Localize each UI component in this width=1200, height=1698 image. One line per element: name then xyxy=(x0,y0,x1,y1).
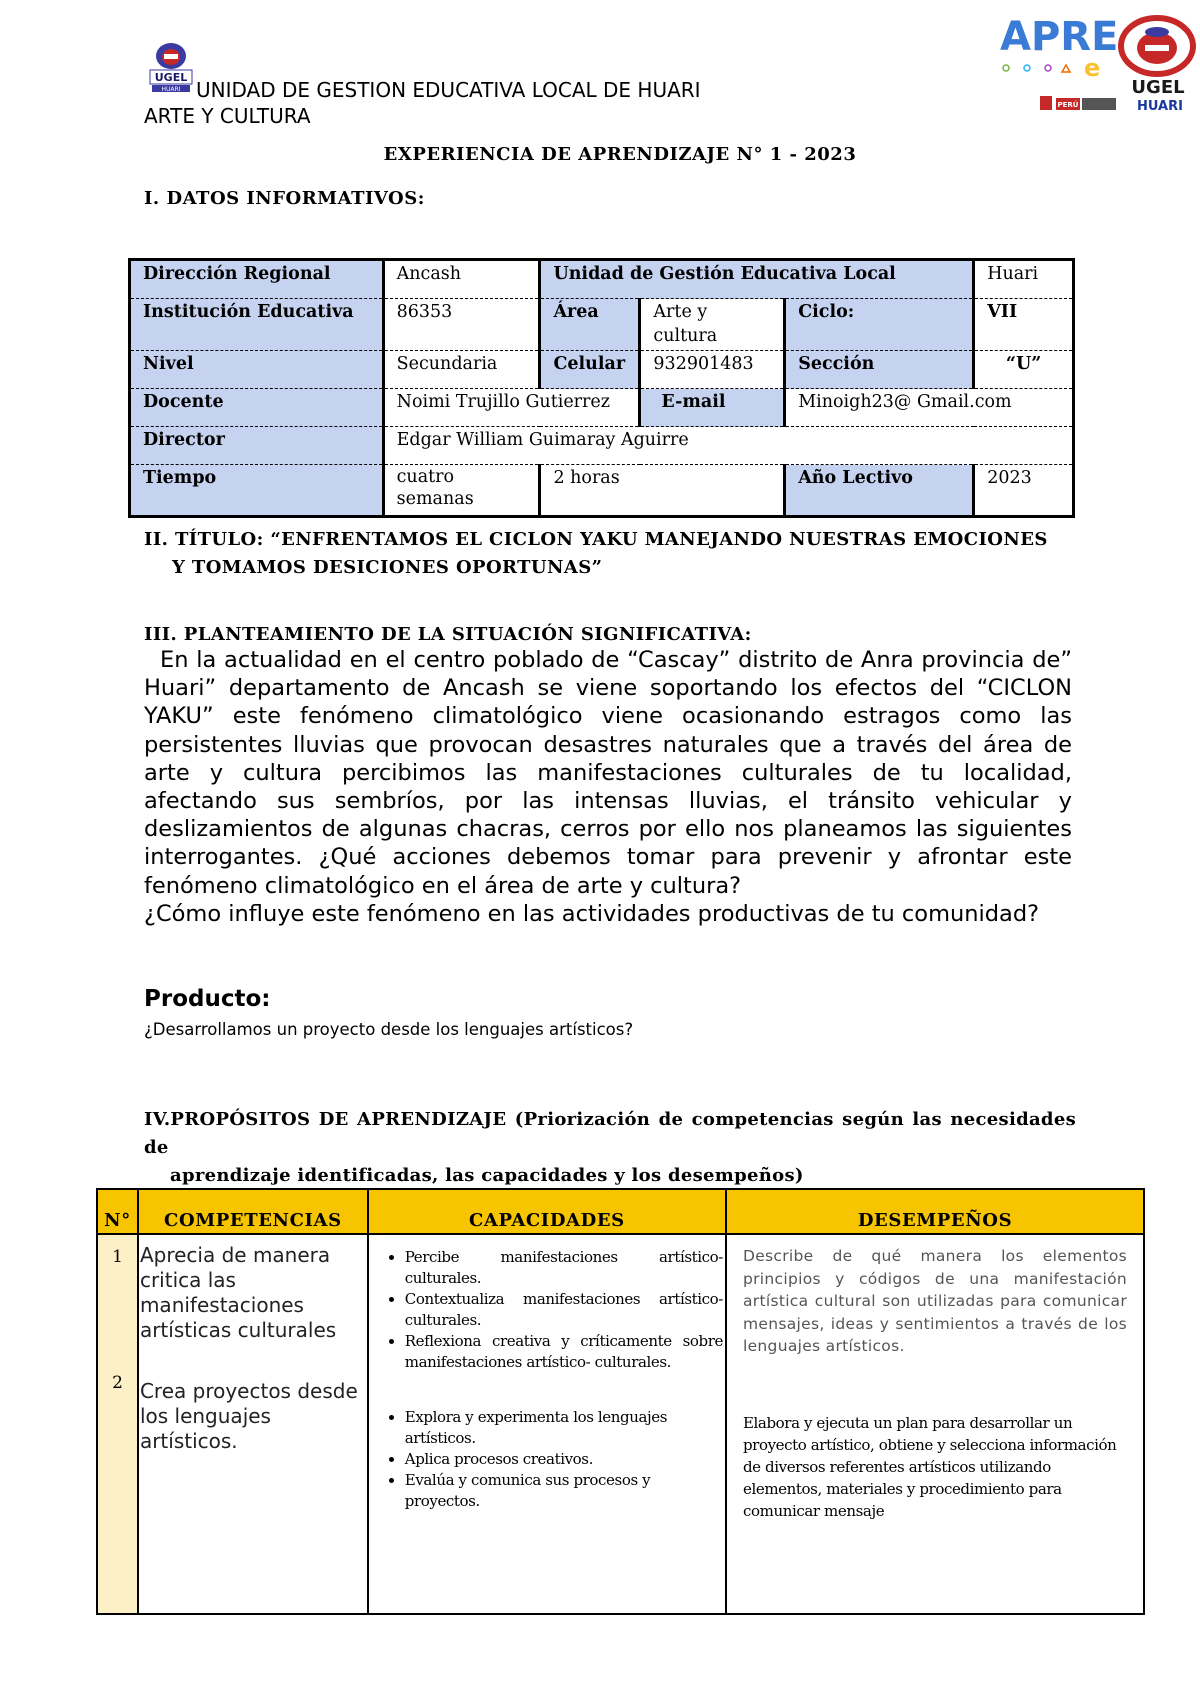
direccion-label: Dirección Regional xyxy=(130,260,384,299)
situacion-significativa xyxy=(144,646,1072,928)
docente-value: Noimi Trujillo Gutierrez xyxy=(383,389,640,427)
info-row-institucion xyxy=(130,299,1074,351)
ugel-value: Huari xyxy=(974,260,1074,299)
svg-text:e: e xyxy=(1084,54,1101,82)
desempeno-2: Elabora y ejecuta un plan para desarrollar un proyecto artístico, obtiene y selecciona información de diversos referentes artísticos utilizando elementos, materiales y procedimiento para comunicar mensaje xyxy=(742,1413,1117,1520)
competencias-cell xyxy=(138,1234,368,1614)
info-row-direccion xyxy=(130,260,1074,299)
desempenos-cell xyxy=(726,1234,1144,1614)
capacidades-cell xyxy=(368,1234,726,1614)
competencias-table xyxy=(96,1188,1145,1615)
num-cell xyxy=(97,1234,138,1614)
header-desempenos: DESEMPEÑOS xyxy=(726,1189,1144,1234)
capacidad-item: • Aplica procesos creativos. xyxy=(405,1449,723,1470)
svg-text:PERÚ: PERÚ xyxy=(1057,101,1079,109)
title-line-2: Y TOMAMOS DESICIONES OPORTUNAS” xyxy=(172,557,603,578)
situacion-paragraph-2: ¿Cómo influye este fenómeno en las actividades productivas de tu comunidad? xyxy=(144,900,1040,927)
anio-label: Año Lectivo xyxy=(785,465,974,517)
info-row-docente xyxy=(130,389,1074,427)
info-row-nivel xyxy=(130,351,1074,389)
capacidad-item: • Percibe manifestaciones artístico-culturales. xyxy=(405,1247,723,1289)
capacidades-list-1 xyxy=(371,1247,723,1373)
area-value: Arte y cultura xyxy=(640,299,785,351)
aprende-ugel-logo xyxy=(1000,8,1200,118)
capacidad-item: • Reflexiona creativa y críticamente sobre manifestaciones artístico- culturales. xyxy=(405,1331,723,1373)
email-label: E-mail xyxy=(640,389,785,427)
producto-label: Producto: xyxy=(144,986,271,1012)
svg-text:HUARI: HUARI xyxy=(161,86,181,93)
email-value: Minoigh23@ Gmail.com xyxy=(785,389,1074,427)
director-value: Edgar William Guimaray Aguirre xyxy=(383,427,1073,465)
nivel-value: Secundaria xyxy=(383,351,540,389)
header-organization: UNIDAD DE GESTION EDUCATIVA LOCAL DE HUARI xyxy=(196,78,701,102)
direccion-value: Ancash xyxy=(383,260,540,299)
capacidad-item: • Evalúa y comunica sus procesos y proyectos. xyxy=(405,1470,723,1512)
horas-value: 2 horas xyxy=(540,465,785,517)
svg-text:APRE: APRE xyxy=(1000,14,1119,60)
ie-label: Institución Educativa xyxy=(130,299,384,351)
info-table xyxy=(128,258,1075,518)
desempeno-1: Describe de qué manera los elementos principios y códigos de una manifestación artística cultural son utilizadas para comunicar mensajes, ideas y sentimientos a través de los lenguajes artísticos. xyxy=(742,1247,1127,1355)
section-4-line-1: IV.PROPÓSITOS DE APRENDIZAJE (Priorización de competencias según las necesidades de xyxy=(144,1109,1076,1158)
section-4-title xyxy=(144,1106,1076,1190)
docente-label: Docente xyxy=(130,389,384,427)
svg-text:UGEL: UGEL xyxy=(154,71,188,84)
ugel-label: Unidad de Gestión Educativa Local xyxy=(540,260,974,299)
header-num: N° xyxy=(97,1189,138,1234)
nivel-label: Nivel xyxy=(130,351,384,389)
anio-value: 2023 xyxy=(974,465,1074,517)
header-capacidades: CAPACIDADES xyxy=(368,1189,726,1234)
director-label: Director xyxy=(130,427,384,465)
seccion-label: Sección xyxy=(785,351,974,389)
capacidad-item: • Explora y experimenta los lenguajes artísticos. xyxy=(405,1407,723,1449)
celular-label: Celular xyxy=(540,351,640,389)
capacidades-list-2 xyxy=(371,1407,723,1512)
ie-value: 86353 xyxy=(383,299,540,351)
info-row-director xyxy=(130,427,1074,465)
celular-value: 932901483 xyxy=(640,351,785,389)
situacion-paragraph-1: En la actualidad en el centro poblado de “Cascay” distrito de Anra provincia de” Huari” departamento de Ancash se viene soportando los efectos del “CICLON YAKU” este fenómeno climatológico viene ocasionando estragos como las persistentes lluvias que provocan desastres naturales que a través del área de arte y cultura percibimos las manifestaciones culturales de tu localidad, afectando sus sembríos, por las intensas lluvias, el tránsito vehicular y deslizamientos de algunas chacras, cerros por ello nos planeamos las siguientes interrogantes. ¿Qué acciones debemos tomar para prevenir y afrontar este fenómeno climatológico en el área de arte y cultura? xyxy=(144,647,1072,899)
title-line-1: II. TÍTULO: “ENFRENTAMOS EL CICLON YAKU MANEJANDO NUESTRAS EMOCIONES xyxy=(144,529,1048,550)
section-1-title: I. DATOS INFORMATIVOS: xyxy=(144,188,425,209)
ciclo-value: VII xyxy=(974,299,1074,351)
competencia-1: Aprecia de manera critica las manifestaciones artísticas culturales xyxy=(139,1243,337,1342)
tiempo-value: cuatro semanas xyxy=(383,465,540,517)
producto-question: ¿Desarrollamos un proyecto desde los lenguajes artísticos? xyxy=(144,1020,634,1039)
ugel-huari-logo-left xyxy=(146,40,196,98)
row-2-num: 2 xyxy=(112,1373,123,1393)
svg-text:HUARI: HUARI xyxy=(1137,99,1183,114)
row-1-num: 1 xyxy=(112,1247,123,1267)
info-row-tiempo xyxy=(130,465,1074,517)
tiempo-label: Tiempo xyxy=(130,465,384,517)
capacidad-item: • Contextualiza manifestaciones artístico-culturales. xyxy=(405,1289,723,1331)
section-3-title: III. PLANTEAMIENTO DE LA SITUACIÓN SIGNIFICATIVA: xyxy=(144,624,752,645)
table-header-row xyxy=(97,1189,1144,1234)
document-title: EXPERIENCIA DE APRENDIZAJE N° 1 - 2023 xyxy=(383,144,857,165)
area-label: Área xyxy=(540,299,640,351)
header-competencias: COMPETENCIAS xyxy=(138,1189,368,1234)
section-4-line-2: aprendizaje identificadas, las capacidades y los desempeños) xyxy=(170,1165,804,1186)
competencia-2: Crea proyectos desde los lenguajes artísticos. xyxy=(139,1379,358,1453)
seccion-value: “U” xyxy=(974,351,1074,389)
ciclo-label: Ciclo: xyxy=(785,299,974,351)
table-row xyxy=(97,1234,1144,1614)
header-area: ARTE Y CULTURA xyxy=(144,104,311,128)
section-2-title xyxy=(144,526,1084,582)
svg-text:UGEL: UGEL xyxy=(1131,77,1185,98)
